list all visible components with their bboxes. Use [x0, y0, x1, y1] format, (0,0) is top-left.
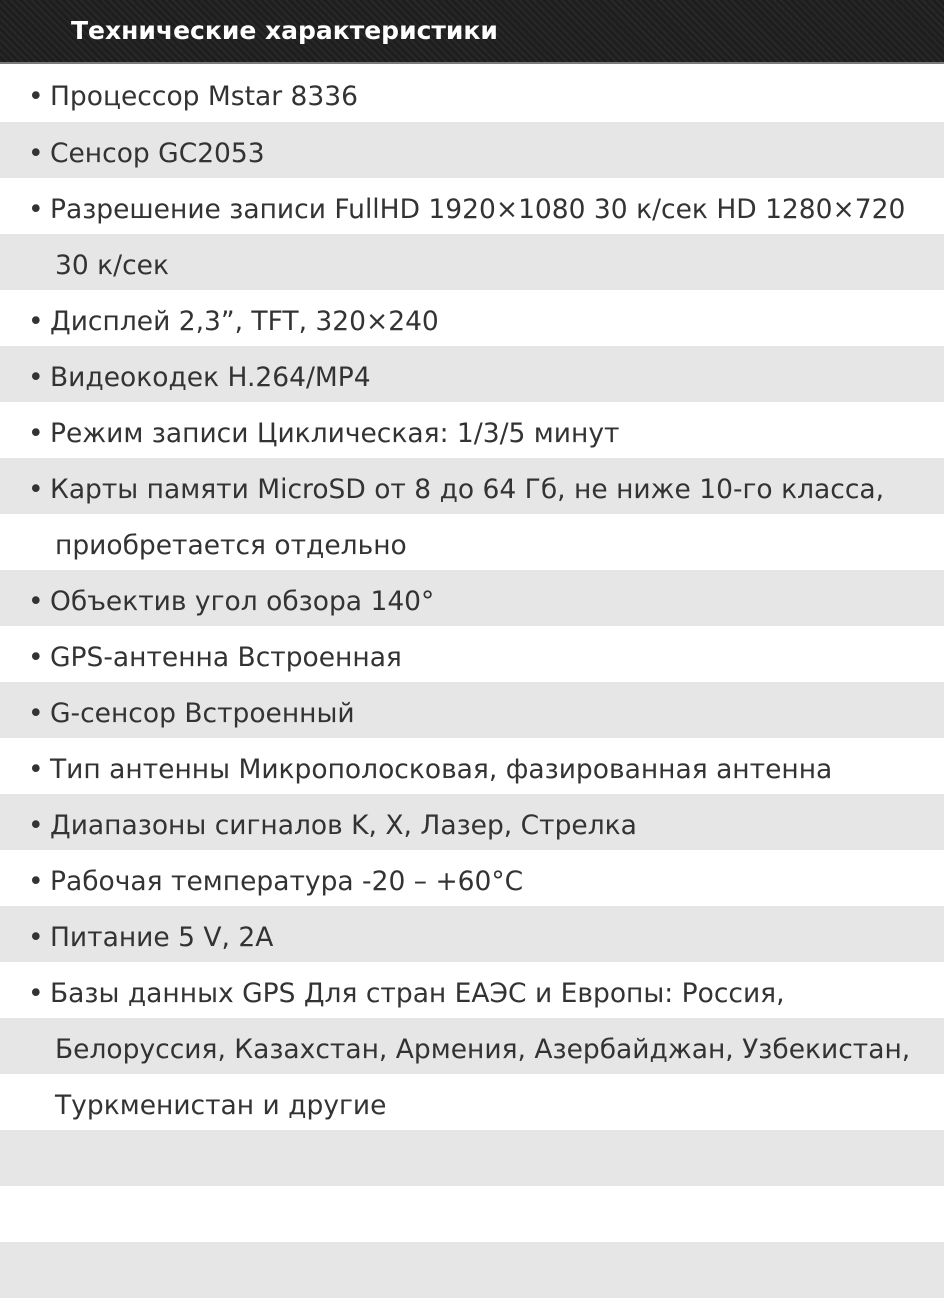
- empty-row: [0, 1242, 944, 1298]
- spec-text: Разрешение записи FullHD 1920×1080 30 к/сек HD 1280×720: [50, 194, 906, 225]
- bullet-icon: •: [28, 754, 44, 785]
- bullet-icon: •: [28, 978, 44, 1009]
- spec-item: [0, 458, 944, 514]
- spec-item: [0, 64, 944, 122]
- spec-item: [0, 738, 944, 794]
- spec-text: Сенсор GC2053: [50, 138, 265, 169]
- bullet-icon: •: [28, 194, 44, 225]
- spec-text: Дисплей 2,3”, TFT, 320×240: [50, 306, 439, 337]
- bullet-icon: •: [28, 306, 44, 337]
- spec-text: Объектив угол обзора 140°: [50, 586, 435, 617]
- spec-text: Базы данных GPS Для стран ЕАЭС и Европы: Россия,: [50, 978, 785, 1009]
- bullet-icon: •: [28, 810, 44, 841]
- spec-text: Карты памяти MicroSD от 8 до 64 Гб, не ниже 10-го класса,: [50, 474, 885, 505]
- bullet-icon: •: [28, 642, 44, 673]
- bullet-icon: •: [28, 418, 44, 449]
- spec-item: [0, 178, 944, 234]
- spec-item: [0, 626, 944, 682]
- spec-text: Туркменистан и другие: [55, 1090, 387, 1121]
- bullet-icon: •: [28, 866, 44, 897]
- spec-text: Видеокодек H.264/MP4: [50, 362, 371, 393]
- spec-text: Диапазоны сигналов K, X, Лазер, Стрелка: [50, 810, 637, 841]
- spec-text: Питание 5 V, 2A: [50, 922, 274, 953]
- spec-item: [0, 1018, 944, 1074]
- spec-item: [0, 682, 944, 738]
- spec-item: [0, 346, 944, 402]
- page-title: Технические характеристики: [71, 16, 498, 45]
- empty-row: [0, 1186, 944, 1242]
- spec-text: GPS-антенна Встроенная: [50, 642, 402, 673]
- spec-item: [0, 906, 944, 962]
- bullet-icon: •: [28, 922, 44, 953]
- header-bar: [0, 0, 944, 64]
- spec-item: [0, 290, 944, 346]
- bullet-icon: •: [28, 586, 44, 617]
- spec-item: [0, 234, 944, 290]
- spec-text: G-сенсор Встроенный: [50, 698, 355, 729]
- spec-item: [0, 850, 944, 906]
- spec-text: приобретается отдельно: [55, 530, 407, 561]
- bullet-icon: •: [28, 138, 44, 169]
- spec-text: Режим записи Циклическая: 1/3/5 минут: [50, 418, 620, 449]
- empty-row: [0, 1130, 944, 1186]
- spec-item: [0, 794, 944, 850]
- bullet-icon: •: [28, 81, 44, 112]
- spec-text: Процессор Mstar 8336: [50, 81, 358, 112]
- spec-list: [0, 64, 944, 1298]
- spec-item: [0, 402, 944, 458]
- spec-item: [0, 514, 944, 570]
- bullet-icon: •: [28, 362, 44, 393]
- spec-item: [0, 570, 944, 626]
- spec-text: Тип антенны Микрополосковая, фазированная антенна: [50, 754, 833, 785]
- bullet-icon: •: [28, 474, 44, 505]
- spec-text: Белоруссия, Казахстан, Армения, Азербайджан, Узбекистан,: [55, 1034, 911, 1065]
- spec-item: [0, 962, 944, 1018]
- spec-item: [0, 1074, 944, 1130]
- spec-text: 30 к/сек: [55, 250, 169, 281]
- spec-item: [0, 122, 944, 178]
- bullet-icon: •: [28, 698, 44, 729]
- spec-text: Рабочая температура -20 – +60°C: [50, 866, 524, 897]
